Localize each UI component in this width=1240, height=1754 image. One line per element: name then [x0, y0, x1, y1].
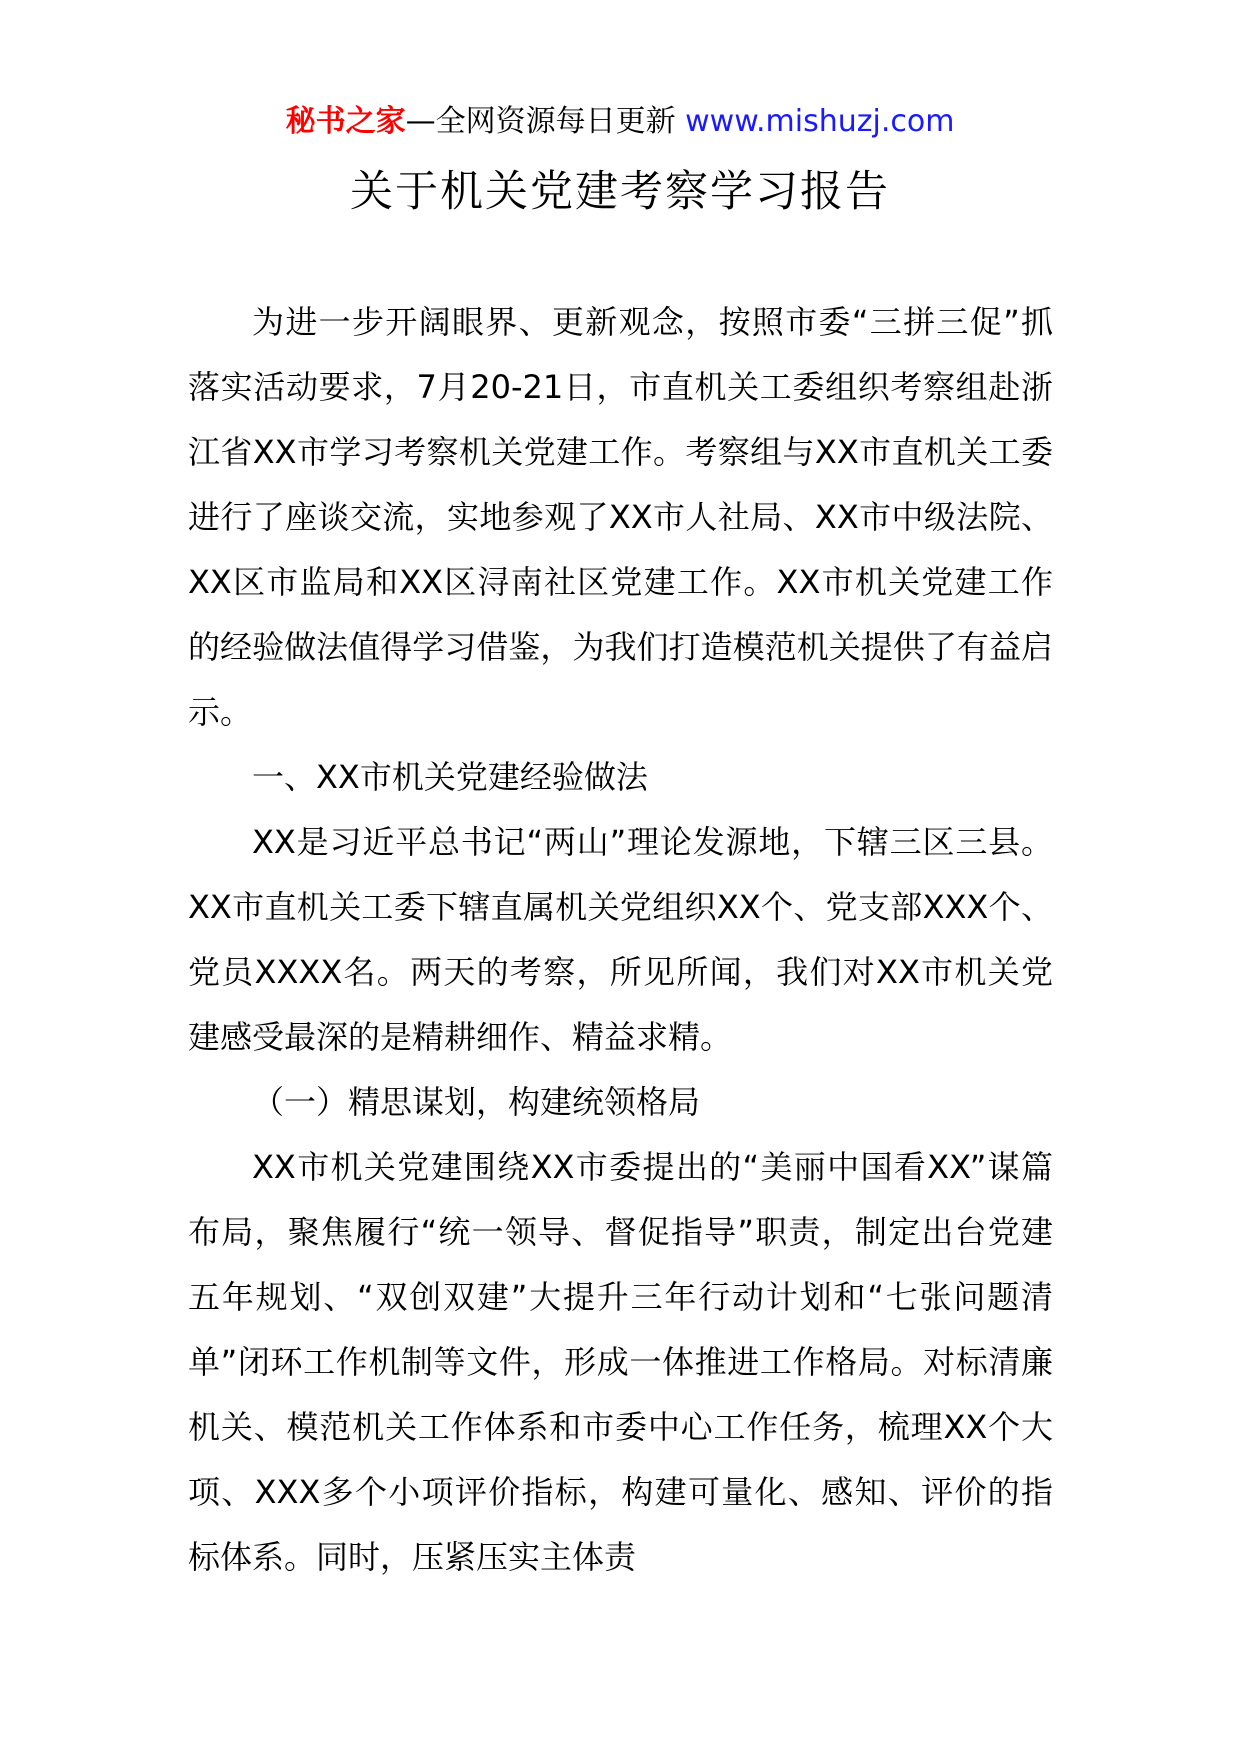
- site-brand: 秘书之家: [285, 104, 406, 139]
- site-url-link[interactable]: www.mishuzj.com: [685, 104, 955, 139]
- site-tagline: —全网资源每日更新: [405, 104, 676, 139]
- subsection-heading: （一）精思谋划，构建统领格局: [252, 1083, 701, 1121]
- body-paragraph: XX市机关党建围绕XX市委提出的“美丽中国看XX”谋篇布局，聚焦履行“统一领导、督促指导”职责，制定出台党建五年规划、“双创双建”大提升三年行动计划和“七张问题清单”闭环工作机制等文件，形成一体推进工作格局。对标清廉机关、模范机关工作体系和市委中心工作任务，梳理XX个大项、XXX多个小项评价指标，构建可量化、感知、评价的指标体系。同时，压紧压实主体责: [188, 1148, 1053, 1576]
- document-body: [188, 290, 1053, 1590]
- site-header: [0, 100, 1240, 144]
- body-paragraph: XX是习近平总书记“两山”理论发源地，下辖三区三县。XX市直机关工委下辖直属机关党组织XX个、党支部XXX个、党员XXXX名。两天的考察，所见所闻，我们对XX市机关党建感受最深的是精耕细作、精益求精。: [188, 823, 1053, 1056]
- document-title: 关于机关党建考察学习报告: [350, 167, 890, 217]
- intro-paragraph: 为进一步开阔眼界、更新观念，按照市委“三拼三促”抓落实活动要求，7月20-21日，市直机关工委组织考察组赴浙江省XX市学习考察机关党建工作。考察组与XX市直机关工委进行了座谈交流，实地参观了XX市人社局、XX市中级法院、XX区市监局和XX区浔南社区党建工作。XX市机关党建工作的经验做法值得学习借鉴，为我们打造模范机关提供了有益启示。: [188, 303, 1053, 731]
- section-heading: 一、XX市机关党建经验做法: [252, 758, 648, 796]
